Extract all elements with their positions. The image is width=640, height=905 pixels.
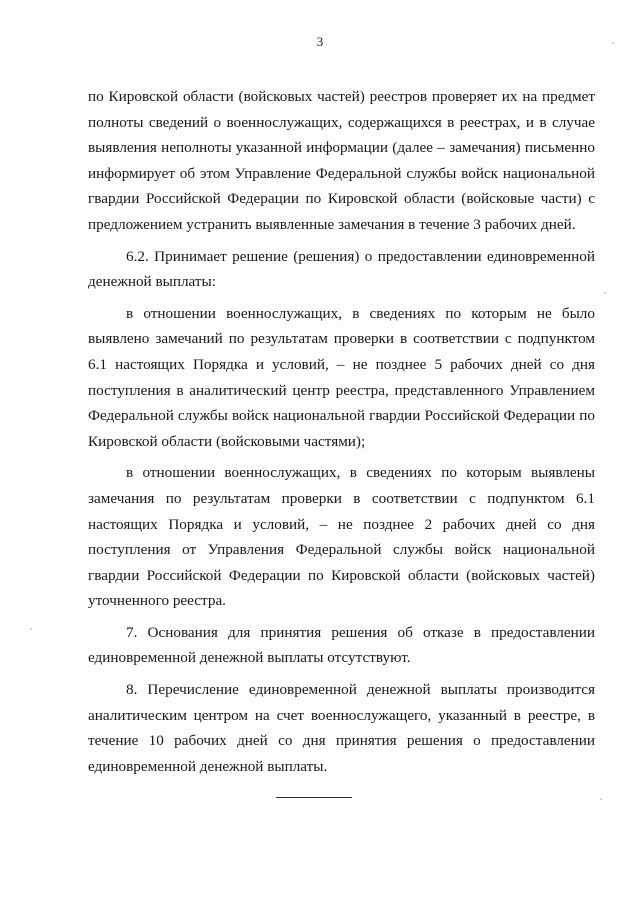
paragraph-continuation: по Кировской области (войсковых частей) реестров проверяет их на предмет полноты сведений о военнослужащих, содержащихся в реестрах, и в случае выявления неполноты указанной информации (далее – замечания) письменно информирует об этом Управление Федеральной службы войск национальной гвардии Российской Федерации по Кировской области (войсковые части) с предложением устранить выявленные замечания в течение 3 рабочих дней.: [88, 88, 595, 233]
paragraph-with-remarks: в отношении военнослужащих, в сведениях по которым выявлены замечания по результатам проверки в соответствии с подпунктом 6.1 настоящих Порядка и условий, – не позднее 2 рабочих дней со дня поступления от Управления Федеральной службы войск национальной гвардии Российской Федерации по Кировской области (войсковых частей) уточненного реестра.: [88, 464, 595, 610]
scan-speck: [612, 42, 614, 44]
paragraph-no-remarks: в отношении военнослужащих, в сведениях по которым не было выявлено замечаний по результатам проверки в соответствии с подпунктом 6.1 настоящих Порядка и условий, – не позднее 5 рабочих дней со дня поступления в аналитический центр реестра, представленного Управлением Федеральной службы войск национальной гвардии Российской Федерации по Кировской области (войсковыми частями);: [88, 304, 595, 450]
paragraph-7: 7. Основания для принятия решения об отказе в предоставлении единовременной денежной выплаты отсутствуют.: [88, 623, 595, 667]
paragraph-6-2: 6.2. Принимает решение (решения) о предоставлении единовременной денежной выплаты:: [88, 247, 595, 291]
scan-speck: [600, 798, 602, 800]
page-number: 3: [316, 34, 324, 49]
paragraph-8: 8. Перечисление единовременной денежной выплаты производится аналитическим центром на счет военнослужащего, указанный в реестре, в течение 10 рабочих дней со дня принятия решения о предоставлении единовременной денежной выплаты.: [88, 681, 595, 775]
end-divider-line: [276, 797, 352, 798]
document-body: [88, 84, 595, 779]
scan-speck: [604, 292, 606, 294]
scan-speck: [30, 628, 32, 630]
